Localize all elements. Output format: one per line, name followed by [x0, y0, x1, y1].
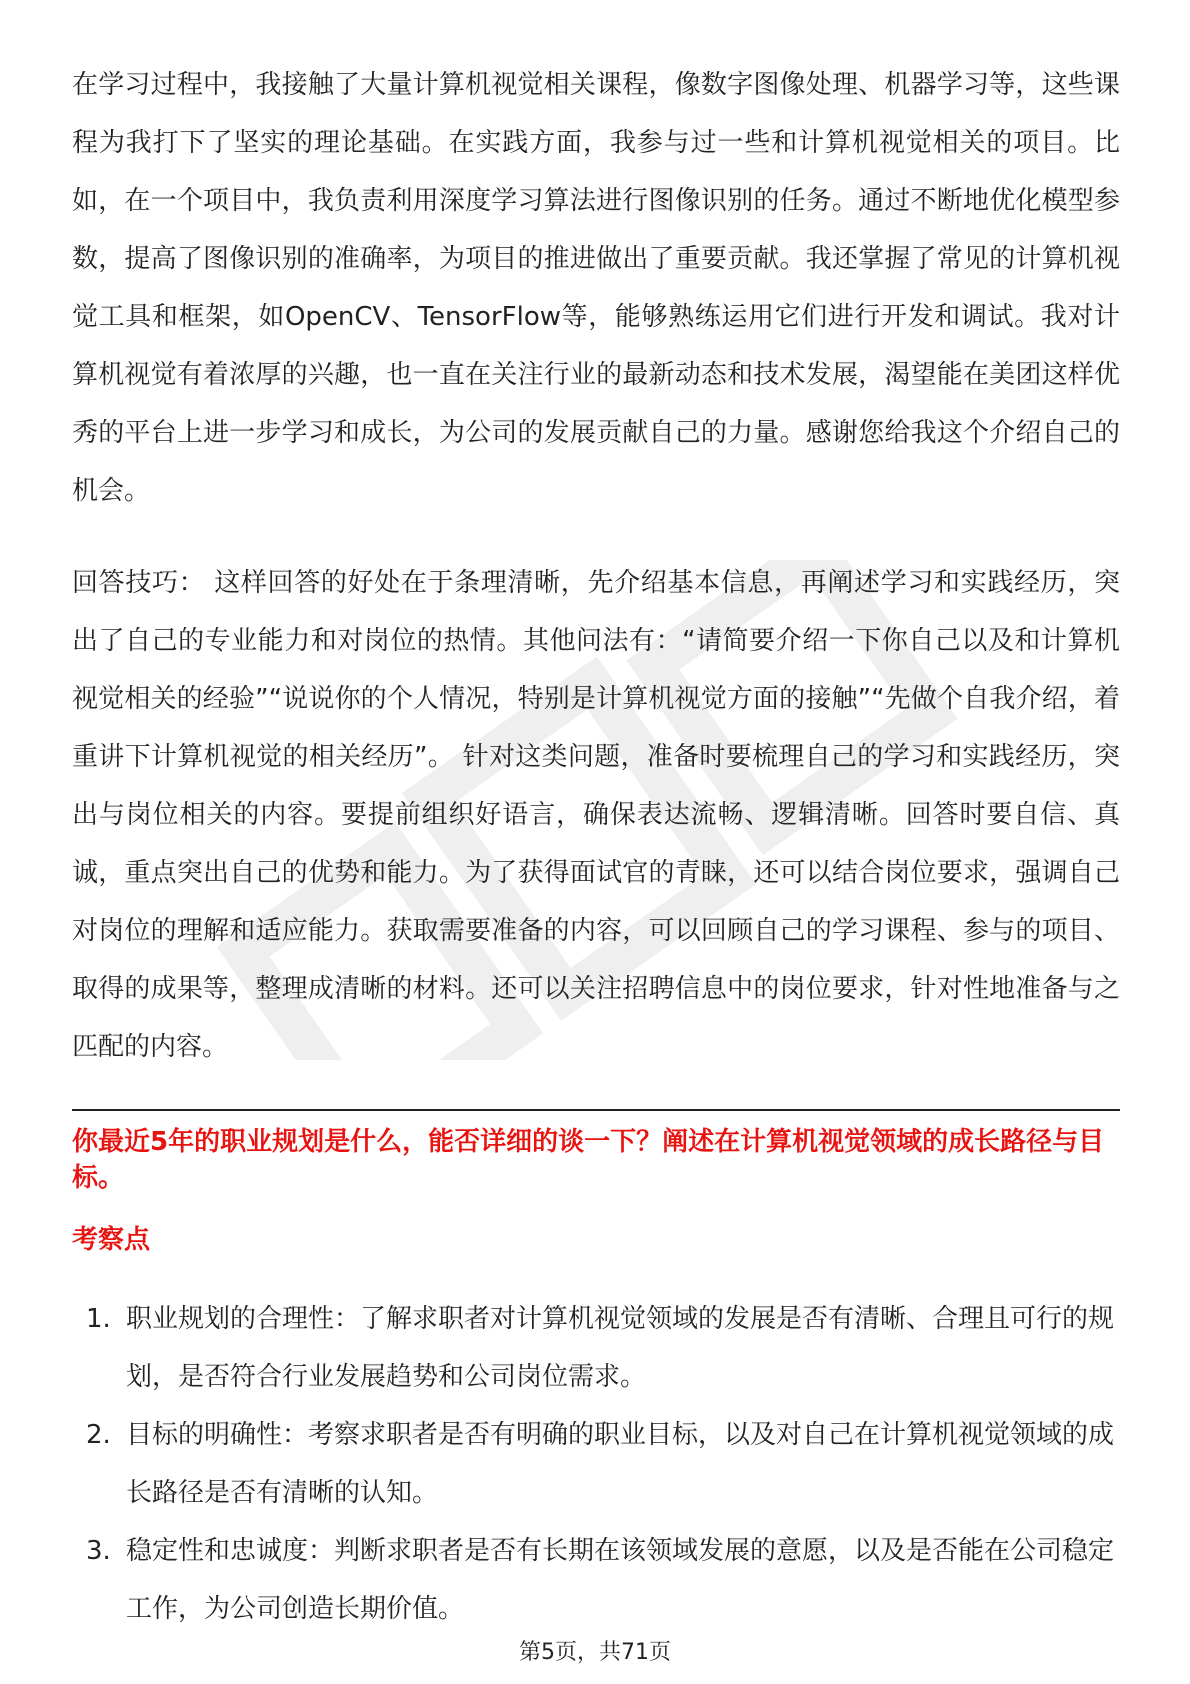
section-heading: 考察点 — [72, 1225, 151, 1255]
answer-tips-paragraph: 回答技巧： 这样回答的好处在于条理清晰，先介绍基本信息，再阐述学习和实践经历，突出了自己的专业能力和对岗位的热情。其他问法有：“请简要介绍一下你自己以及和计算机视觉相关的经验”“说说你的个人情况，特别是计算机视觉方面的接触”“先做个自我介绍，着重讲下计算机视觉的相关经历”。 针对这类问题，准备时要梳理自己的学习和实践经历，突出与岗位相关的内容。要提前组织好语言，确保表达流畅、逻辑清晰。回答时要自信、真诚，重点突出自己的优势和能力。为了获得面试官的青睐，还可以结合岗位要求，强调自己对岗位的理解和适应能力。获取需要准备的内容，可以回顾自己的学习课程、参与的项目、取得的成果等，整理成清晰的材料。还可以关注招聘信息中的岗位要求，针对性地准备与之匹配的内容。 — [72, 568, 1120, 1062]
interview-question: 你最近5年的职业规划是什么，能否详细的谈一下？阐述在计算机视觉领域的成长路径与目标。 — [72, 1127, 1105, 1193]
list-item-number: 2. — [86, 1420, 111, 1450]
list-item — [72, 1290, 1120, 1406]
answer-paragraph: 在学习过程中，我接触了大量计算机视觉相关课程，像数字图像处理、机器学习等，这些课程为我打下了坚实的理论基础。在实践方面，我参与过一些和计算机视觉相关的项目。比如，在一个项目中，我负责利用深度学习算法进行图像识别的任务。通过不断地优化模型参数，提高了图像识别的准确率，为项目的推进做出了重要贡献。我还掌握了常见的计算机视觉工具和框架，如OpenCV、TensorFlow等，能够熟练运用它们进行开发和调试。我对计算机视觉有着浓厚的兴趣，也一直在关注行业的最新动态和技术发展，渴望能在美团这样优秀的平台上进一步学习和成长，为公司的发展贡献自己的力量。感谢您给我这个介绍自己的机会。 — [72, 70, 1120, 506]
list-item-text: 职业规划的合理性：了解求职者对计算机视觉领域的发展是否有清晰、合理且可行的规划，是否符合行业发展趋势和公司岗位需求。 — [126, 1304, 1115, 1392]
body-content — [72, 56, 1120, 1076]
list-item — [72, 1406, 1120, 1522]
evaluation-points-list — [72, 1290, 1120, 1638]
list-item-number: 1. — [86, 1304, 111, 1334]
page-number: 第5页，共71页 — [519, 1640, 671, 1665]
list-item-number: 3. — [86, 1536, 111, 1566]
list-item — [72, 1522, 1120, 1638]
list-item-text: 目标的明确性：考察求职者是否有明确的职业目标，以及对自己在计算机视觉领域的成长路径是否有清晰的认知。 — [126, 1420, 1115, 1508]
list-item-text: 稳定性和忠诚度：判断求职者是否有长期在该领域发展的意愿，以及是否能在公司稳定工作，为公司创造长期价值。 — [126, 1536, 1115, 1624]
section-divider — [72, 1109, 1120, 1111]
